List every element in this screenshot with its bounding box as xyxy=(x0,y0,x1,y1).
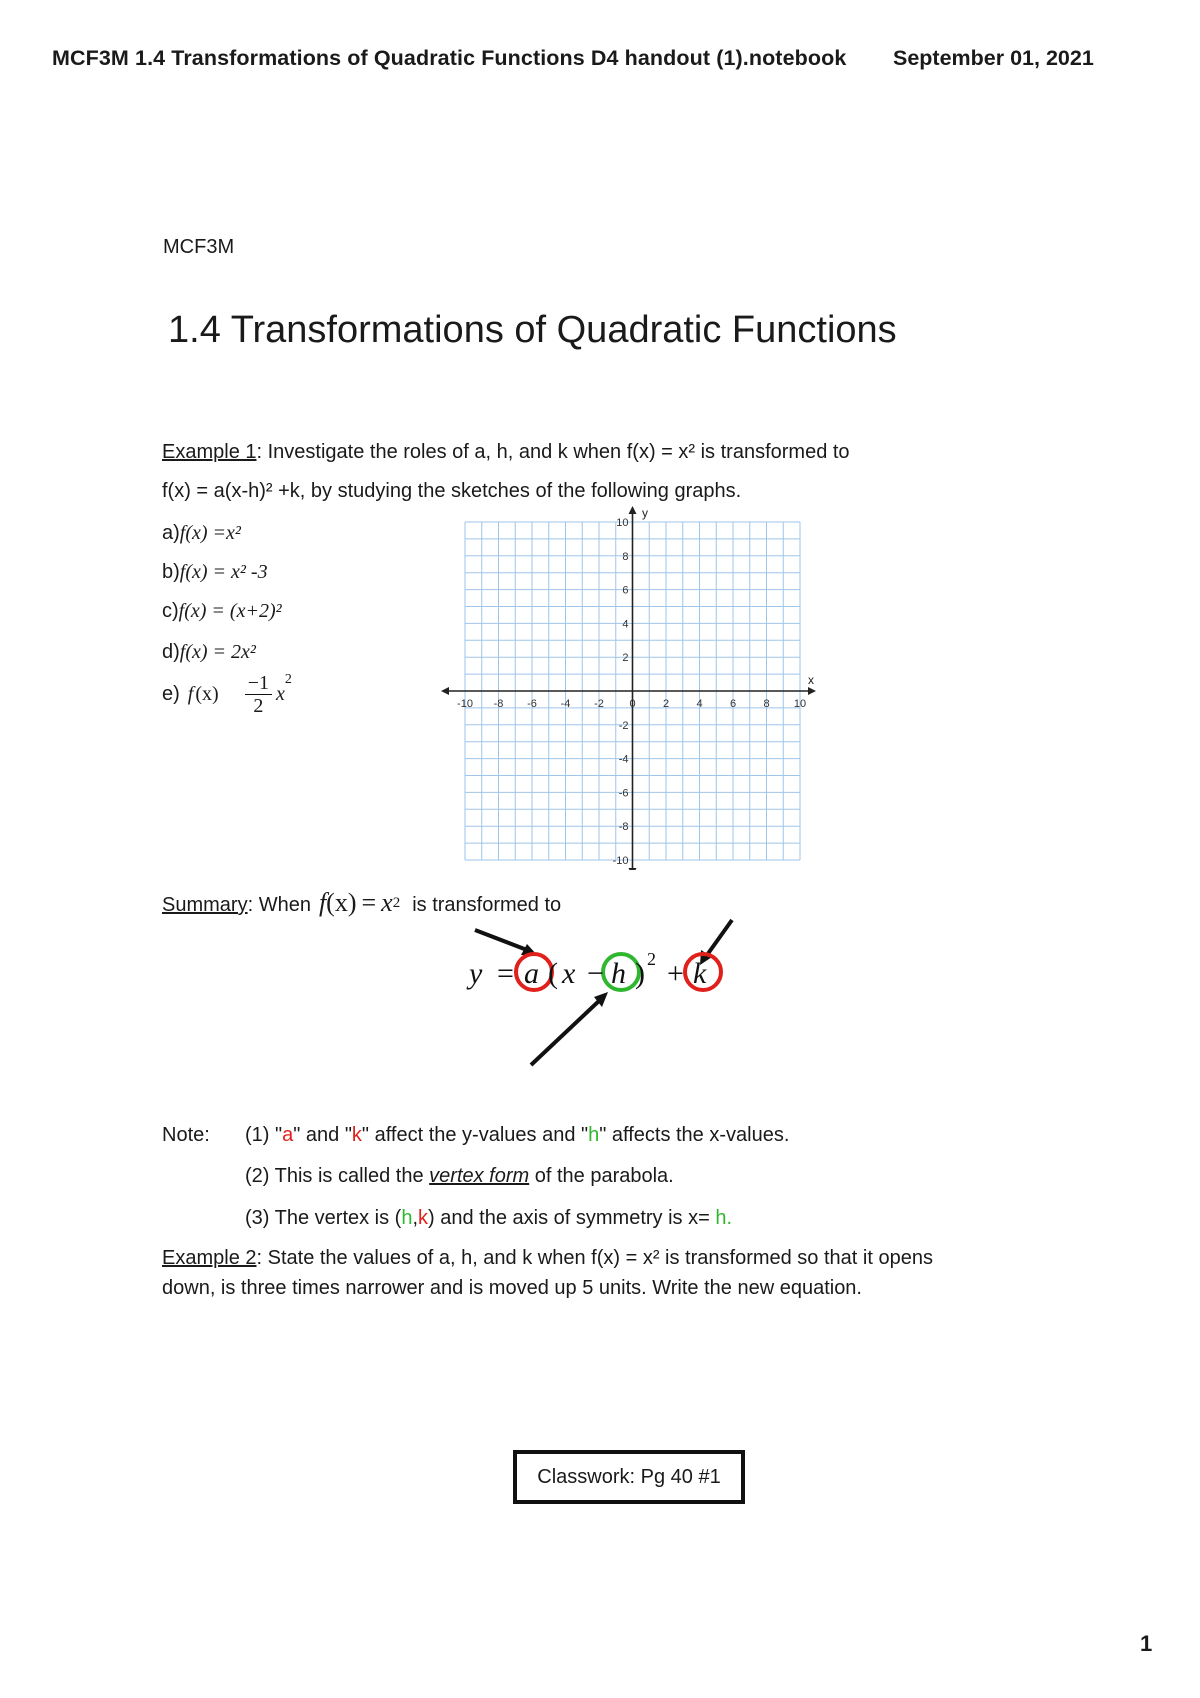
item-e-letter: e) xyxy=(162,683,180,705)
item-d-expr: f(x) = 2x² xyxy=(179,641,256,663)
note-1-post: " affects the x-values. xyxy=(599,1124,790,1146)
item-a-expr: f(x) =x² xyxy=(179,522,241,544)
y-tick-label: 2 xyxy=(622,652,629,665)
summary-equals: = xyxy=(361,888,377,917)
x-tick-label: -8 xyxy=(493,698,504,710)
item-d-letter: d) xyxy=(162,641,180,663)
summary-exp: 2 xyxy=(392,895,401,911)
eq-open-paren: ( xyxy=(548,957,558,990)
y-tick-label: -8 xyxy=(618,821,629,834)
item-d xyxy=(162,641,256,664)
example1-label: Example 1 xyxy=(162,441,257,463)
note-label: Note: xyxy=(162,1124,210,1146)
summary-arg: (x) xyxy=(326,888,357,917)
x-tick-label: -2 xyxy=(594,698,604,710)
classwork-text: Classwork: Pg 40 #1 xyxy=(537,1465,721,1488)
y-tick-label: -4 xyxy=(618,753,629,766)
eq-minus: − xyxy=(587,957,604,990)
summary-text2: is transformed to xyxy=(412,894,562,916)
item-a-letter: a) xyxy=(162,522,180,544)
header-filename: MCF3M 1.4 Transformations of Quadratic Functions D4 handout (1).notebook xyxy=(52,46,847,70)
note-3-pre: (3) The vertex is ( xyxy=(245,1207,402,1229)
item-b xyxy=(162,561,268,584)
y-tick-labels xyxy=(613,517,629,867)
item-c xyxy=(162,600,282,623)
example1-line2: f(x) = a(x-h)² +k, by studying the sketches of the following graphs. xyxy=(162,480,742,502)
y-axis-arrow-up xyxy=(629,506,637,514)
note-1-mid1: " and " xyxy=(293,1124,352,1146)
item-e-f: f xyxy=(187,683,194,705)
vertex-form-diagram xyxy=(455,915,755,1075)
note-3-k: k xyxy=(418,1207,429,1229)
note-3-h2: h. xyxy=(715,1207,733,1229)
course-code: MCF3M xyxy=(163,236,235,258)
summary-line xyxy=(162,888,561,918)
eq-k: k xyxy=(693,957,707,990)
axes xyxy=(441,506,816,870)
y-tick-label: 4 xyxy=(622,618,629,631)
x-axis-label: x xyxy=(808,673,814,687)
eq-y: y xyxy=(469,957,483,990)
y-tick-label: 6 xyxy=(622,584,629,597)
note-1 xyxy=(245,1124,789,1147)
item-e-denominator: 2 xyxy=(253,695,264,717)
y-tick-label: -10 xyxy=(612,855,629,867)
example2-label: Example 2 xyxy=(162,1247,257,1269)
x-tick-label: 2 xyxy=(662,698,670,710)
y-tick-label: -6 xyxy=(618,787,629,800)
note-3-mid: ) and the axis of symmetry is x= xyxy=(428,1207,716,1229)
eq-plus: + xyxy=(667,957,684,990)
arrow-to-h xyxy=(531,1000,600,1065)
example1-line1 xyxy=(162,441,850,464)
x-axis-arrow-left xyxy=(441,687,449,695)
note-3-comma: , xyxy=(412,1207,419,1229)
y-axis-arrow-down xyxy=(629,868,637,870)
example2-line2: down, is three times narrower and is moved up 5 units. Write the new equation. xyxy=(162,1277,862,1299)
item-e-var: x xyxy=(275,683,285,705)
header-date: September 01, 2021 xyxy=(893,46,1094,70)
item-e-fraction xyxy=(245,672,272,717)
note-1-mid2: " affect the y-values and " xyxy=(361,1124,589,1146)
x-tick-label: -10 xyxy=(457,698,473,710)
y-tick-label: 8 xyxy=(622,550,629,563)
eq-exponent: 2 xyxy=(647,949,656,969)
note-1-a: a xyxy=(282,1124,294,1146)
note-1-k: k xyxy=(351,1124,362,1146)
note-2-pre: (2) This is called the xyxy=(245,1165,430,1187)
x-tick-label: 8 xyxy=(763,698,770,710)
summary-label: Summary xyxy=(162,894,248,916)
summary-f: f xyxy=(318,888,327,917)
item-c-expr: f(x) = (x+2)² xyxy=(178,600,282,622)
y-tick-label: -2 xyxy=(618,719,629,732)
x-tick-label: -4 xyxy=(560,698,571,710)
x-tick-label: 10 xyxy=(793,698,807,710)
note-3 xyxy=(245,1207,732,1230)
item-e-arg: (x) xyxy=(195,683,219,705)
summary-text1: : When xyxy=(247,894,311,916)
eq-equals: = xyxy=(497,957,514,990)
y-axis-label: y xyxy=(642,506,648,520)
example2-line1 xyxy=(162,1247,933,1270)
note-1-pre: (1) " xyxy=(245,1124,283,1146)
arrow-to-a xyxy=(475,930,527,950)
classwork-box xyxy=(513,1450,745,1504)
eq-close-paren: ) xyxy=(635,957,645,990)
y-tick-label: 10 xyxy=(616,517,629,529)
note-2 xyxy=(245,1165,674,1188)
eq-a: a xyxy=(524,957,539,990)
item-b-letter: b) xyxy=(162,561,180,583)
example2-text1: : State the values of a, h, and k when f(x) = x² is transformed so that it opens xyxy=(256,1247,933,1269)
coordinate-grid xyxy=(440,505,820,870)
summary-var: x xyxy=(381,888,393,917)
note-1-h: h xyxy=(588,1124,600,1146)
x-tick-label: -6 xyxy=(527,698,537,710)
x-tick-label: 4 xyxy=(696,698,703,710)
item-e-exp: 2 xyxy=(284,672,292,687)
arrow-to-k xyxy=(707,920,732,955)
note-2-vertex-form: vertex form xyxy=(429,1165,530,1187)
note-3-h: h xyxy=(401,1207,413,1229)
eq-h: h xyxy=(611,957,626,990)
item-b-expr: f(x) = x² -3 xyxy=(179,561,268,583)
x-tick-label: 6 xyxy=(729,698,737,710)
x-tick-label: 0 xyxy=(629,698,636,710)
page-number: 1 xyxy=(1140,1631,1153,1656)
page-title: 1.4 Transformations of Quadratic Functions xyxy=(168,309,897,351)
item-e-numerator: −1 xyxy=(245,672,272,695)
note-2-post: of the parabola. xyxy=(529,1165,674,1187)
item-a xyxy=(162,522,241,545)
x-axis-arrow-right xyxy=(808,687,816,695)
eq-x: x xyxy=(562,957,576,990)
example1-text1: : Investigate the roles of a, h, and k when f(x) = x² is transformed to xyxy=(256,441,850,463)
item-e xyxy=(162,672,292,717)
item-c-letter: c) xyxy=(162,600,179,622)
